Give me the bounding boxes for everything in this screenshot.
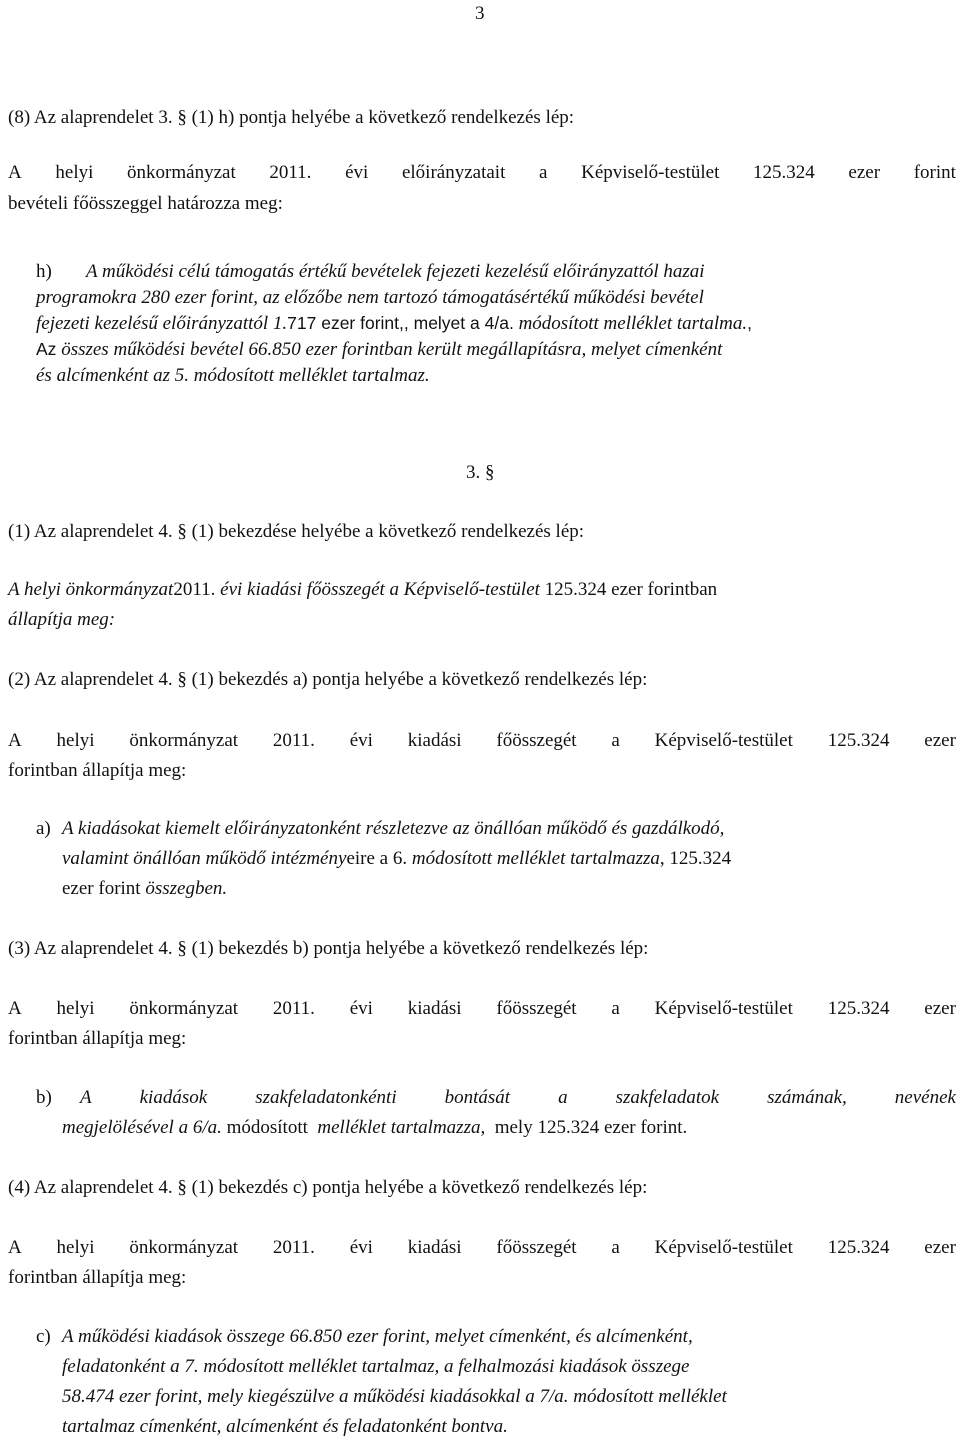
word: helyi: [56, 1237, 95, 1258]
word: kiadási: [407, 998, 462, 1019]
word: helyi: [56, 730, 95, 751]
paragraph-1-heading: (1) Az alaprendelet 4. § (1) bekezdése helyébe a következő rendelkezés lép:: [8, 521, 585, 542]
paragraph-2-heading: (2) Az alaprendelet 4. § (1) bekezdés a) pontja helyébe a következő rendelkezés lép:: [8, 669, 648, 690]
word: ezer: [924, 998, 956, 1019]
paragraph-8-text-line-1: [8, 163, 956, 182]
item-a-line-3: [62, 879, 227, 898]
item-a-line-3-italic: összegben.: [145, 878, 228, 899]
paragraph-8-heading: (8) Az alaprendelet 3. § (1) h) pontja helyébe a következő rendelkezés lép:: [8, 107, 575, 128]
item-b-line-2-normal-tail: mely 125.324 ezer forint.: [494, 1117, 688, 1138]
word: nevének: [894, 1087, 956, 1108]
word: számának,: [767, 1087, 847, 1108]
word: előirányzatait: [401, 162, 506, 183]
word: a: [611, 730, 620, 751]
item-h-line-4: [36, 340, 722, 359]
item-h-line-4-italic: összes működési bevétel 66.: [61, 339, 273, 360]
page-number: 3: [475, 3, 485, 24]
word: főösszegét: [496, 1237, 577, 1258]
word: évi: [349, 1237, 373, 1258]
paragraph-1-amount: 125.324 ezer forintban: [544, 579, 718, 600]
paragraph-4-heading: (4) Az alaprendelet 4. § (1) bekezdés c) pontja helyébe a következő rendelkezés lép:: [8, 1177, 648, 1198]
paragraph-3-text-line-2: forintban állapítja meg:: [8, 1028, 187, 1049]
item-c-line-4: tartalmaz címenként, alcímenként és feladatonként bontva.: [62, 1416, 508, 1437]
word: kiadási: [407, 730, 462, 751]
word: főösszegét: [496, 730, 577, 751]
item-a-label: a): [36, 818, 51, 839]
item-h-line-3-italic: fejezeti kezelésű előirányzattól 1.: [36, 313, 288, 334]
item-h-line-3-italic-tail: módosított melléklet tartalma.: [518, 313, 748, 334]
item-a-line-2-italic-tail: módosított melléklet tartalmazza: [411, 848, 660, 869]
word: a: [558, 1087, 568, 1108]
item-h-line-2: programokra 280 ezer forint, az előzőbe nem tartozó támogatásértékű működési bevétel: [36, 287, 704, 308]
word: ezer: [848, 162, 881, 183]
word: A: [8, 998, 22, 1019]
paragraph-1-subject: A helyi önkormányzat: [8, 579, 174, 600]
word: helyi: [56, 998, 95, 1019]
word: 125.324: [753, 162, 815, 183]
word: főösszegét: [496, 998, 577, 1019]
word: 125.324: [827, 998, 890, 1019]
word: Képviselő-testület: [654, 730, 793, 751]
item-a-line-2-normal-tail: , 125.324: [659, 848, 732, 869]
paragraph-4-text-line-2: forintban állapítja meg:: [8, 1267, 187, 1288]
word: 2011.: [269, 162, 312, 183]
item-a-line-2-normal: eire a 6.: [346, 848, 408, 869]
word: önkormányzat: [129, 1237, 239, 1258]
word: évi: [349, 730, 373, 751]
item-h-line-3-normal: 717 ezer forint,, melyet a 4/a.: [287, 313, 514, 333]
item-a-line-2: [62, 849, 731, 868]
word: A: [8, 1237, 22, 1258]
paragraph-3-heading: (3) Az alaprendelet 4. § (1) bekezdés b) pontja helyébe a következő rendelkezés lép:: [8, 938, 649, 959]
item-c-label: c): [36, 1326, 51, 1347]
word: évi: [345, 162, 369, 183]
paragraph-1-year: 2011.: [173, 579, 216, 600]
word: önkormányzat: [129, 730, 239, 751]
word: önkormányzat: [129, 998, 239, 1019]
word: Képviselő-testület: [654, 998, 793, 1019]
paragraph-4-text-line-1: [8, 1238, 956, 1257]
word: ezer: [924, 730, 956, 751]
word: 2011.: [272, 998, 315, 1019]
word: szakfeladatonkénti: [255, 1087, 397, 1108]
item-c-line-3: 58.474 ezer forint, mely kiegészülve a működési kiadásokkal a 7/a. módosított melléklet: [62, 1386, 727, 1407]
word: A: [80, 1087, 92, 1108]
word: szakfeladatok: [615, 1087, 720, 1108]
item-h-line-3: [36, 314, 752, 333]
paragraph-1-text-line-2: állapítja meg:: [8, 609, 116, 630]
item-a-line-3-normal: ezer forint: [62, 878, 141, 899]
word: ezer: [924, 1237, 956, 1258]
item-b-line-2: [62, 1118, 687, 1137]
word: önkormányzat: [127, 162, 236, 183]
word: forint: [913, 162, 956, 183]
section-3-title: 3. §: [466, 462, 495, 483]
paragraph-1-subject-2: évi kiadási főösszegét a Képviselő-testület: [220, 579, 540, 600]
item-b-line-2-italic-tail: melléklet tartalmazza,: [317, 1117, 486, 1138]
word: helyi: [55, 162, 94, 183]
item-a-line-1: A kiadásokat kiemelt előirányzatonként részletezve az önállóan működő és gazdálkodó,: [62, 818, 725, 839]
word: 2011.: [272, 1237, 315, 1258]
word: a: [611, 998, 620, 1019]
item-c-line-1: A működési kiadások összege 66.850 ezer forint, melyet címenként, és alcímenként,: [62, 1326, 693, 1347]
word: 125.324: [827, 730, 890, 751]
item-b-line-1: [80, 1088, 956, 1107]
paragraph-2-text-line-1: [8, 731, 956, 750]
word: évi: [349, 998, 373, 1019]
paragraph-1-text-line-1: [8, 580, 717, 599]
word: Képviselő-testület: [654, 1237, 793, 1258]
paragraph-2-text-line-2: forintban állapítja meg:: [8, 760, 187, 781]
item-b-label: b): [36, 1087, 52, 1108]
item-h-label: h): [36, 261, 52, 282]
item-b-line-2-italic: megjelölésével a 6/a.: [62, 1117, 222, 1138]
item-h-line-1: A működési célú támogatás értékű bevételek fejezeti kezelésű előirányzattól hazai: [86, 261, 705, 282]
word: 2011.: [272, 730, 315, 751]
paragraph-8-text-line-2: bevételi főösszeggel határozza meg:: [8, 193, 283, 214]
word: kiadások: [139, 1087, 208, 1108]
item-h-line-3-normal-tail: ,: [747, 313, 752, 333]
item-c-line-2: feladatonként a 7. módosított melléklet tartalmaz, a felhalmozási kiadások összege: [62, 1356, 690, 1377]
item-h-line-5: és alcímenként az 5. módosított melléklet tartalmaz.: [36, 365, 430, 386]
item-a-line-2-italic: valamint önállóan működő intézmény: [62, 848, 347, 869]
word: Képviselő-testület: [581, 162, 720, 183]
word: a: [539, 162, 548, 183]
word: kiadási: [407, 1237, 462, 1258]
word: bontását: [444, 1087, 511, 1108]
word: A: [8, 730, 22, 751]
word: a: [611, 1237, 620, 1258]
item-b-line-2-normal: módosított: [226, 1117, 308, 1138]
item-h-line-4-italic-tail: 850 ezer forintban került megállapításra, melyet címenként: [272, 339, 723, 360]
word: A: [8, 162, 22, 183]
word: 125.324: [827, 1237, 890, 1258]
item-h-line-4-normal: Az: [36, 339, 57, 359]
paragraph-3-text-line-1: [8, 999, 956, 1018]
